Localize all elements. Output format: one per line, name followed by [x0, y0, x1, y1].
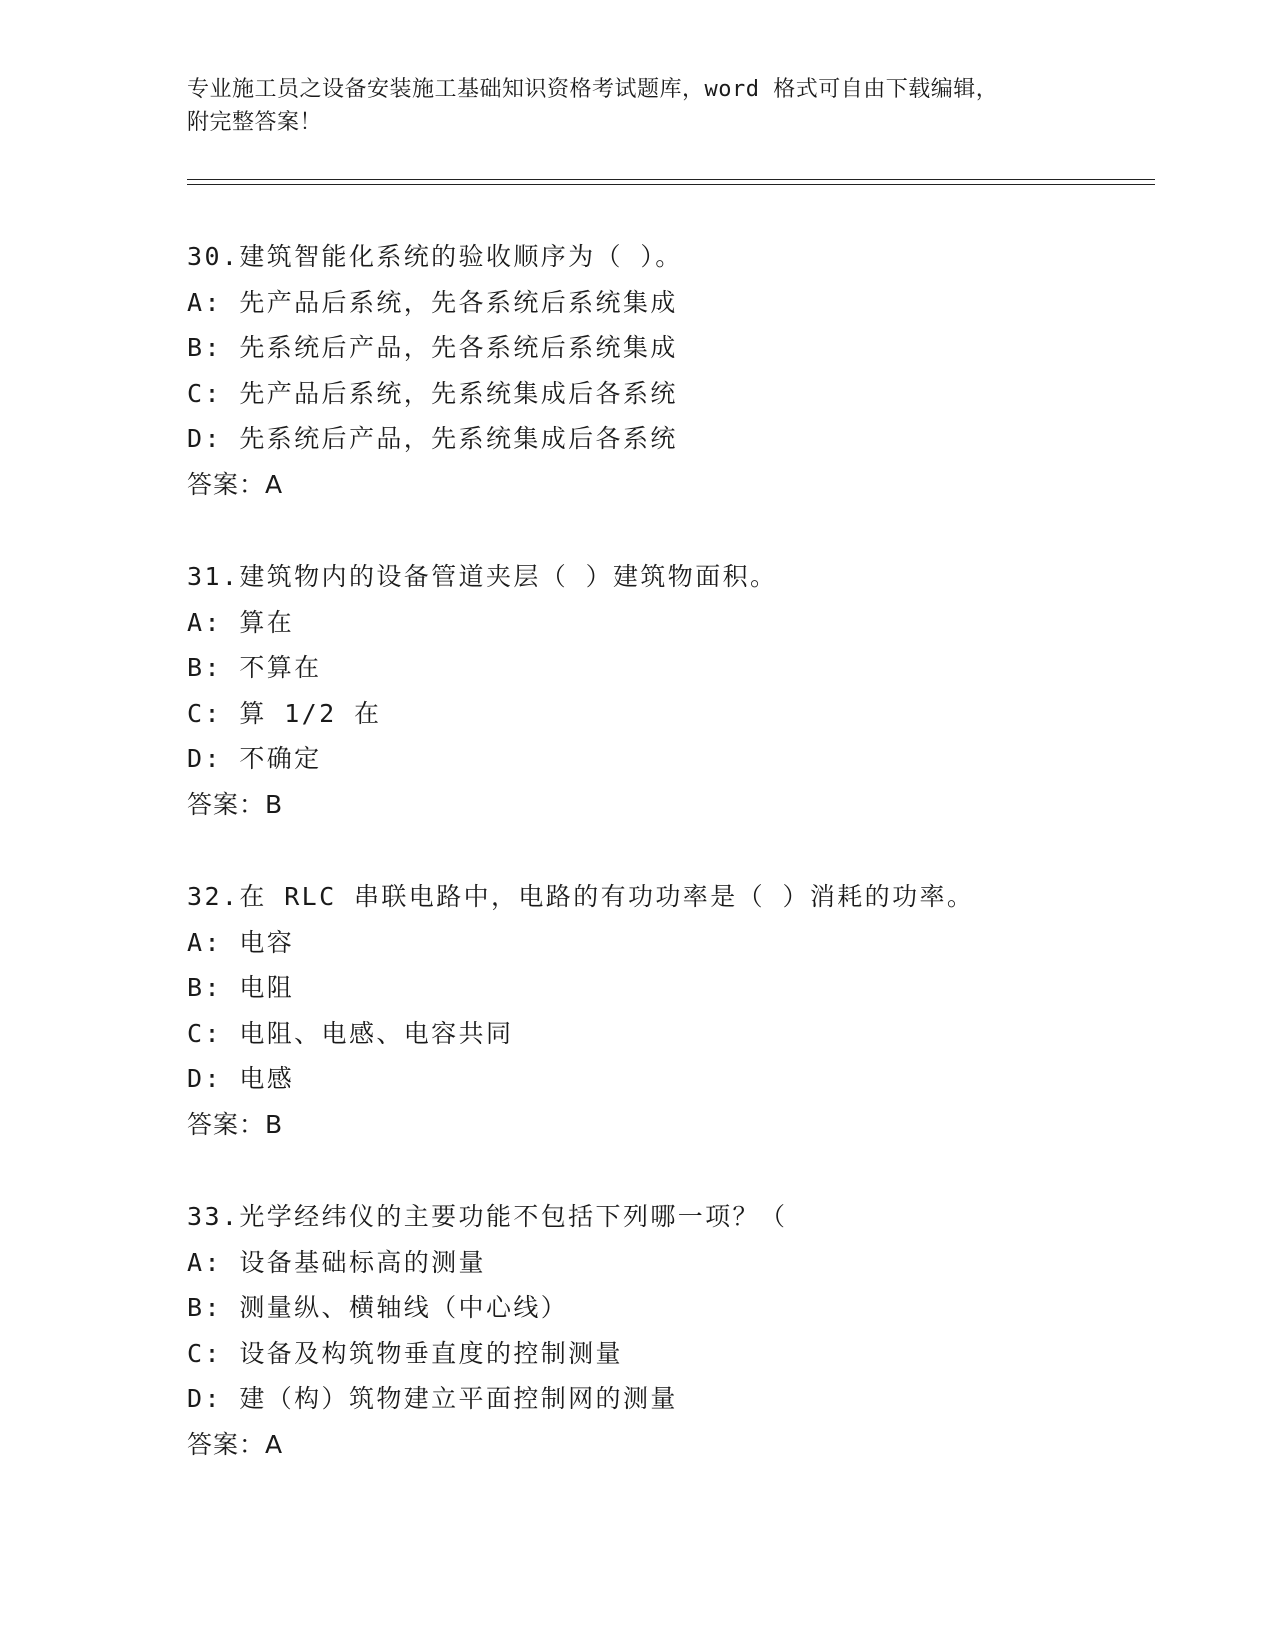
option-b: B: 先系统后产品，先各系统后系统集成: [187, 333, 678, 362]
question-title: 31.建筑物内的设备管道夹层（ ）建筑物面积。: [187, 562, 778, 591]
header-divider-bottom: [187, 184, 1155, 185]
answer-line: 答案：A: [187, 469, 284, 499]
header-line-2: 附完整答案！: [187, 110, 323, 135]
question-list: [187, 234, 1147, 1514]
option-b: B: 电阻: [187, 973, 295, 1002]
option-a: A: 算在: [187, 607, 295, 637]
option-c: C: 设备及构筑物垂直度的控制测量: [187, 1338, 623, 1368]
question-30: [187, 234, 1147, 507]
option-c: C: 先产品后系统，先系统集成后各系统: [187, 378, 678, 408]
question-31: [187, 554, 1147, 827]
option-a: A: 先产品后系统，先各系统后系统集成: [187, 287, 678, 317]
option-d: D: 建（构）筑物建立平面控制网的测量: [187, 1384, 678, 1413]
option-a: A: 设备基础标高的测量: [187, 1247, 486, 1277]
question-title: 30.建筑智能化系统的验收顺序为（ ）。: [187, 242, 683, 271]
answer-line: 答案：A: [187, 1429, 284, 1459]
option-d: D: 先系统后产品，先系统集成后各系统: [187, 424, 678, 453]
question-33: [187, 1194, 1147, 1467]
option-b: B: 测量纵、横轴线（中心线）: [187, 1293, 569, 1322]
question-32: [187, 874, 1147, 1147]
option-a: A: 电容: [187, 927, 295, 957]
option-c: C: 电阻、电感、电容共同: [187, 1018, 514, 1048]
header-line-1: 专业施工员之设备安装施工基础知识资格考试题库，word 格式可自由下载编辑，: [187, 77, 999, 102]
answer-line: 答案：B: [187, 789, 284, 819]
option-d: D: 电感: [187, 1064, 295, 1093]
question-title: 33.光学经纬仪的主要功能不包括下列哪一项？（: [187, 1202, 788, 1231]
option-c: C: 算 1/2 在: [187, 698, 382, 728]
option-d: D: 不确定: [187, 744, 322, 773]
document-header: [187, 73, 1087, 139]
option-b: B: 不算在: [187, 653, 322, 682]
header-divider-top: [187, 179, 1155, 180]
question-title: 32.在 RLC 串联电路中，电路的有功功率是（ ）消耗的功率。: [187, 882, 975, 911]
answer-line: 答案：B: [187, 1109, 284, 1139]
